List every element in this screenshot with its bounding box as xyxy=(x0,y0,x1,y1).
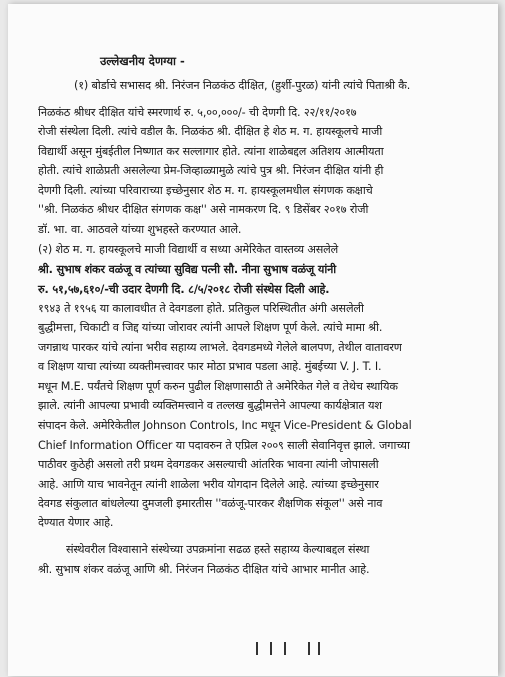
paragraph-line: देणगी दिली. त्यांच्या परिवाराच्या इच्छेनुसार शेठ म. ग. हायस्कूलमधील संगणक कक्षाचे xyxy=(38,184,373,197)
paragraph-line: ''श्री. निळकंठ श्रीधर दीक्षित संगणक कक्ष'' असे नामकरण दि. ९ डिसेंबर २०१७ रोजी xyxy=(38,203,369,216)
paragraph-line: Chief Information Officer या पदावरुन ते एप्रिल २००९ साली सेवानिवृत्त झाले. जगाच्या xyxy=(38,439,410,452)
paragraph-line: रु. ५१,५७,६१०/-ची उदार देणगी दि. ८/५/२०१८ रोजी संस्थेस दिली आहे. xyxy=(38,283,330,296)
section-heading: उल्लेखनीय देणग्या - xyxy=(100,54,185,68)
paragraph-line: व शिक्षण याचा त्यांच्या व्यक्तीमत्त्वावर फार मोठा प्रभाव पडला आहे. मुंबईच्या V. J. T. I. xyxy=(38,360,382,373)
paragraph-line: डॉ. भा. वा. आठवले यांच्या शुभहस्ते करण्यात आले. xyxy=(38,223,242,236)
paragraph-line: संस्थेवरील विश्वासाने संस्थेच्या उपक्रमांना सढळ हस्ते सहाय्य केल्याबद्दल संस्था xyxy=(66,543,370,556)
paragraph-line: बुद्धीमत्ता, चिकाटी व जिद्द यांच्या जोरावर त्यांनी आपले शिक्षण पूर्ण केले. त्यांचे मामा श्री. xyxy=(38,321,383,334)
paragraph-line: पाठीवर कुठेही असलो तरी प्रथम देवगडकर असल्याची आंतरिक भावना त्यांनी जोपासली xyxy=(38,458,379,471)
paragraph-line: देण्यात येणार आहे. xyxy=(38,516,114,529)
paragraph-line: आहे. आणि याच भावनेतून त्यांनी शाळेला भरीव योगदान दिलेले आहे. त्यांच्या इच्छेनुसार xyxy=(38,478,379,491)
paragraph-line: विद्यार्थी असून मुंबईतील निष्णात कर सल्लागार होते. त्यांना शाळेबद्दल अतिशय आत्मीयता xyxy=(38,145,384,158)
paragraph-line: निळकंठ श्रीधर दीक्षित यांचे स्मरणार्थ रु. ५,००,०००/- ची देणगी दि. २२/११/२०१७ xyxy=(38,106,357,119)
paragraph-line: (१) बोर्डाचे सभासद श्री. निरंजन निळकंठ दीक्षित, (हुर्शी-पुरळ) यांनी त्यांचे पिताश्री कै. xyxy=(74,79,411,92)
paragraph-line: मधून M.E. पर्यंतचे शिक्षण पूर्ण करुन पुढील शिक्षणासाठी ते अमेरिकेत गेले व तेथेच स्थायिक xyxy=(38,380,398,393)
paragraph-line: रोजी संस्थेला दिली. त्यांचे वडील कै. निळकंठ श्री. दीक्षित हे शेठ म. ग. हायस्कूलचे माजी xyxy=(38,125,383,138)
page-end-mark xyxy=(256,642,336,656)
paragraph-line: झाले. त्यांनी आपल्या प्रभावी व्यक्तिमत्त्वाने व तल्लख बुद्धीमत्तेने आपल्या कार्यक्षेत्रात यश xyxy=(38,399,382,412)
paragraph-line: श्री. सुभाष शंकर वळंजू आणि श्री. निरंजन निळकंठ दीक्षित यांचे आभार मानीत आहे. xyxy=(38,563,370,576)
paragraph-line: (२) शेठ म. ग. हायस्कूलचे माजी विद्यार्थी व सध्या अमेरिकेत वास्तव्य असलेले xyxy=(38,243,339,256)
paragraph-line: जगन्नाथ पारकर यांचे त्यांना भरीव सहाय्य लाभले. देवगडमध्ये गेलेले बालपण, तेथील वातावरण xyxy=(38,341,402,354)
document-page xyxy=(8,4,498,676)
paragraph-line: देवगड संकुलात बांधलेल्या दुमजली इमारतीस ''वळंजू-पारकर शैक्षणिक संकूल'' असे नाव xyxy=(38,497,383,510)
paragraph-line: श्री. सुभाष शंकर वळंजू व त्यांच्या सुविद्य पत्नी सौ. नीना सुभाष वळंजू यांनी xyxy=(38,263,337,276)
paragraph-line: संपादन केले. अमेरिकेतील Johnson Controls, Inc मधून Vice-President & Global xyxy=(38,419,412,432)
paragraph-line: १९४३ ते १९५६ या कालावधीत ते देवगडला होते. प्रतिकुल परिस्थितीत अंगी असलेली xyxy=(38,302,364,315)
paragraph-line: होती. त्यांचे शाळेप्रती असलेल्या प्रेम-जिव्हाळ्यामुळे त्यांचे पुत्र श्री. निरंजन दीक्षित यांनी ही xyxy=(38,164,384,177)
